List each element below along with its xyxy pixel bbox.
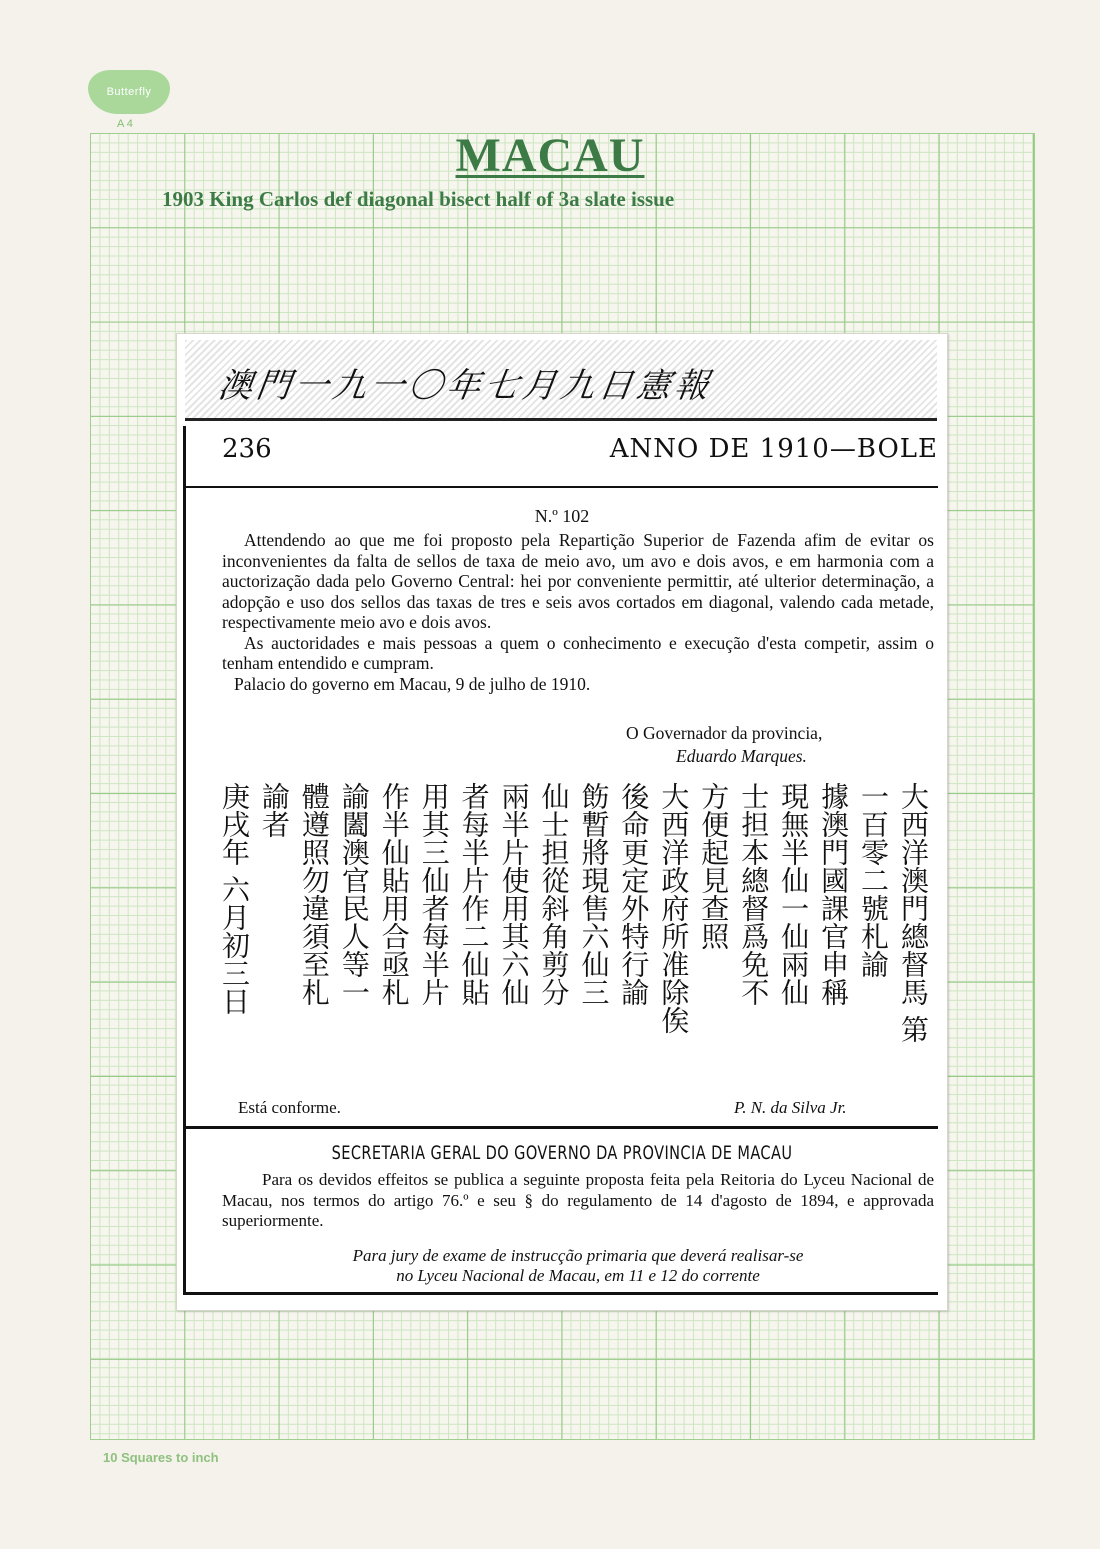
chinese-column: 後命更定外特行諭 (617, 782, 651, 1006)
chinese-date-column: 庚戌年 六月初三日 (218, 782, 251, 1015)
chinese-column: 大西洋政府所准除俟 (657, 782, 691, 1034)
chinese-column: 體遵照勿違須至札 (297, 782, 331, 1006)
chinese-column: 一百零二號札諭 (857, 782, 890, 978)
chinese-column: 諭者 (257, 782, 291, 838)
signatory-title: O Governador da provincia, (626, 723, 823, 743)
chinese-decree-text (216, 782, 931, 1082)
exhibit-mount (176, 333, 948, 1311)
chinese-column: 諭闔澳官民人等一 (337, 782, 371, 1006)
secretaria-heading: SECRETARIA GERAL DO GOVERNO DA PROVINCIA DE MACAU (331, 1142, 793, 1164)
paper-size-label: A 4 (117, 118, 133, 130)
jury-notice (222, 1246, 934, 1286)
secretaria-paragraph: Para os devidos effeitos se publica a seguinte proposta feita pela Reitoria do Lyceu Nacional de Macau, nos termos do artigo 76.º e seu § do regulamento de 14 d'agosto de 1894, e approvada superiormente. (222, 1170, 934, 1230)
chinese-column: 士担本總督爲免不 (737, 782, 771, 1006)
decree-paragraph: Attendendo ao que me foi proposto pela Repartição Superior de Fazenda afim de evitar os inconvenientes da falta de sellos de taxa de meio avo, um avo e dois avos, e em harmonia com a auctorização dada pelo Governo Central: hei por conveniente permittir, até ulterior determinação, a adopção e uso dos sellos das taxas de tres e seis avos cortados em diagonal, valendo cada metade, respectivamente meio avo e dois avos. (222, 530, 934, 632)
page-subtitle: 1903 King Carlos def diagonal bisect half of 3a slate issue (162, 187, 675, 211)
signatory-name: Eduardo Marques. (676, 746, 807, 766)
jury-line: Para jury de exame de instrucção primaria que deverá realisar-se (352, 1246, 804, 1265)
gazette-clipping (183, 426, 938, 1295)
chinese-column: 兩半片使用其六仙 (497, 782, 531, 1006)
gazette-page-number: 236 (222, 434, 272, 464)
butterfly-logo (88, 70, 170, 114)
chinese-column: 方便起見查照 (697, 782, 731, 950)
decree-paragraph: As auctoridades e mais pessoas a quem o conhecimento e execução d'esta competir, assim o tenham entendido e cumpram. (222, 632, 934, 673)
conforme-signature: P. N. da Silva Jr. (734, 1098, 847, 1117)
page-title: MACAU (455, 129, 645, 182)
chinese-column: 現無半仙一仙兩仙 (777, 782, 811, 1006)
jury-line: no Lyceu Nacional de Macau, em 11 e 12 do corrente (396, 1266, 760, 1285)
chinese-column: 據澳門國課官申稱 (817, 782, 851, 1006)
chinese-column: 者每半片作二仙貼 (457, 782, 491, 1006)
decree-place-date: Palacio do governo em Macau, 9 de julho de 1910. (234, 673, 591, 694)
chinese-column: 仙士担從斜角剪分 (537, 782, 571, 1006)
decree-body (222, 530, 934, 694)
handwritten-note: 澳門一九一〇年七月九日憲報 (215, 366, 716, 406)
chinese-column: 大西洋澳門總督馬 第 (896, 782, 930, 1043)
chinese-column: 用其三仙者每半片 (417, 782, 451, 1006)
secretaria-body (222, 1170, 934, 1232)
decree-number: N.º 102 (534, 506, 590, 526)
chinese-column: 飭暫將現售六仙三 (577, 782, 611, 1006)
gazette-header (186, 426, 938, 488)
logo-text: Butterfly (106, 86, 152, 98)
conforme-note: Está conforme. (238, 1098, 341, 1117)
gazette-year-header: ANNO DE 1910—BOLE (609, 434, 938, 464)
section-divider (186, 1126, 938, 1129)
handwritten-header-strip (185, 340, 937, 421)
chinese-column: 作半仙貼用合亟札 (377, 782, 411, 1006)
footer-label: 10 Squares to inch (103, 1450, 219, 1465)
